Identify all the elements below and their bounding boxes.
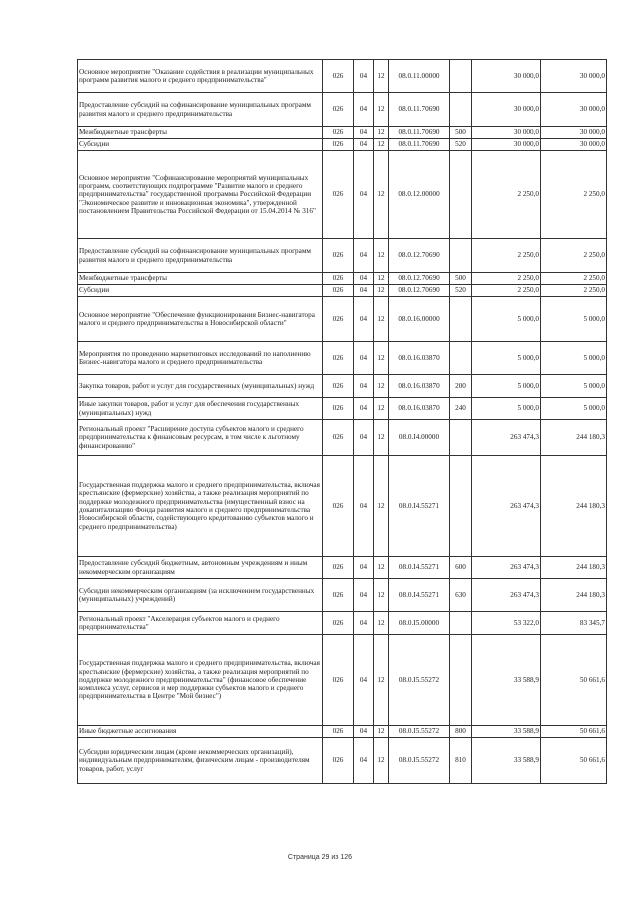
cell-amount-year1: 2 250,0 bbox=[472, 273, 541, 285]
cell-amount-year2: 50 661,6 bbox=[541, 738, 607, 784]
cell-expense-type: 800 bbox=[450, 726, 472, 738]
table-row bbox=[78, 297, 607, 342]
cell-name: Субсидии bbox=[78, 285, 323, 297]
cell-section: 04 bbox=[354, 420, 374, 456]
table-row bbox=[78, 127, 607, 139]
cell-name: Государственная поддержка малого и среднего предпринимательства, включая крестьянские (фермерские) хозяйства, а также реализация мероприятий по поддержке молодежного предпринимательства" (финансовое обеспечение комплекса услуг, сервисов и мер поддержки субъектов малого и среднего предпринимательства в Центре "Мой бизнес") bbox=[78, 635, 323, 726]
cell-amount-year1: 5 000,0 bbox=[472, 375, 541, 398]
cell-amount-year2: 2 250,0 bbox=[541, 239, 607, 273]
cell-section: 04 bbox=[354, 557, 374, 579]
cell-expense-type: 500 bbox=[450, 273, 472, 285]
cell-section: 04 bbox=[354, 93, 374, 127]
cell-amount-year2: 30 000,0 bbox=[541, 127, 607, 139]
cell-amount-year1: 53 322,0 bbox=[472, 612, 541, 635]
cell-name: Иные закупки товаров, работ и услуг для обеспечения государственных (муниципальных) нужд bbox=[78, 398, 323, 420]
cell-amount-year1: 5 000,0 bbox=[472, 342, 541, 375]
cell-admin-code: 026 bbox=[323, 297, 354, 342]
table-row bbox=[78, 342, 607, 375]
cell-subsection: 12 bbox=[374, 273, 389, 285]
cell-amount-year2: 30 000,0 bbox=[541, 60, 607, 93]
cell-admin-code: 026 bbox=[323, 398, 354, 420]
table-row bbox=[78, 420, 607, 456]
cell-target-article: 08.0.16.03870 bbox=[389, 375, 450, 398]
cell-section: 04 bbox=[354, 375, 374, 398]
cell-subsection: 12 bbox=[374, 342, 389, 375]
cell-admin-code: 026 bbox=[323, 557, 354, 579]
table-row bbox=[78, 398, 607, 420]
cell-name: Региональный проект "Расширение доступа субъектов малого и среднего предпринимательства к финансовым ресурсам, в том числе к льготному финансированию" bbox=[78, 420, 323, 456]
cell-subsection: 12 bbox=[374, 127, 389, 139]
cell-expense-type bbox=[450, 635, 472, 726]
cell-admin-code: 026 bbox=[323, 456, 354, 557]
cell-section: 04 bbox=[354, 151, 374, 239]
table-row bbox=[78, 612, 607, 635]
cell-amount-year2: 244 180,3 bbox=[541, 557, 607, 579]
cell-section: 04 bbox=[354, 60, 374, 93]
cell-name: Основное мероприятие "Оказание содействия в реализации муниципальных программ развития малого и среднего предпринимательства" bbox=[78, 60, 323, 93]
cell-admin-code: 026 bbox=[323, 151, 354, 239]
cell-amount-year1: 263 474,3 bbox=[472, 456, 541, 557]
cell-amount-year2: 5 000,0 bbox=[541, 375, 607, 398]
cell-subsection: 12 bbox=[374, 398, 389, 420]
cell-subsection: 12 bbox=[374, 456, 389, 557]
cell-admin-code: 026 bbox=[323, 93, 354, 127]
cell-amount-year2: 244 180,3 bbox=[541, 456, 607, 557]
cell-section: 04 bbox=[354, 738, 374, 784]
cell-amount-year1: 263 474,3 bbox=[472, 557, 541, 579]
cell-amount-year1: 5 000,0 bbox=[472, 297, 541, 342]
cell-subsection: 12 bbox=[374, 151, 389, 239]
table-row bbox=[78, 285, 607, 297]
cell-amount-year2: 30 000,0 bbox=[541, 139, 607, 151]
cell-amount-year1: 263 474,3 bbox=[472, 579, 541, 612]
cell-section: 04 bbox=[354, 726, 374, 738]
cell-target-article: 08.0.11.00000 bbox=[389, 60, 450, 93]
cell-amount-year1: 33 588,9 bbox=[472, 726, 541, 738]
cell-subsection: 12 bbox=[374, 239, 389, 273]
table-row bbox=[78, 635, 607, 726]
cell-name: Региональный проект "Акселерация субъектов малого и среднего предпринимательства" bbox=[78, 612, 323, 635]
cell-target-article: 08.0.I4.55271 bbox=[389, 456, 450, 557]
cell-expense-type: 520 bbox=[450, 139, 472, 151]
cell-admin-code: 026 bbox=[323, 375, 354, 398]
table-row bbox=[78, 93, 607, 127]
cell-expense-type bbox=[450, 342, 472, 375]
cell-section: 04 bbox=[354, 398, 374, 420]
cell-name: Межбюджетные трансферты bbox=[78, 127, 323, 139]
table-body bbox=[78, 60, 607, 784]
cell-amount-year2: 5 000,0 bbox=[541, 342, 607, 375]
table-row bbox=[78, 557, 607, 579]
cell-target-article: 08.0.12.00000 bbox=[389, 151, 450, 239]
cell-section: 04 bbox=[354, 139, 374, 151]
cell-name: Межбюджетные трансферты bbox=[78, 273, 323, 285]
cell-target-article: 08.0.16.03870 bbox=[389, 398, 450, 420]
cell-subsection: 12 bbox=[374, 139, 389, 151]
cell-target-article: 08.0.I4.55271 bbox=[389, 557, 450, 579]
cell-subsection: 12 bbox=[374, 60, 389, 93]
table-row bbox=[78, 456, 607, 557]
cell-subsection: 12 bbox=[374, 579, 389, 612]
cell-expense-type: 630 bbox=[450, 579, 472, 612]
table-row bbox=[78, 726, 607, 738]
budget-table bbox=[77, 59, 607, 784]
cell-name: Основное мероприятие "Обеспечение функционирования Бизнес-навигатора малого и среднего предпринимательства в Новосибирской области" bbox=[78, 297, 323, 342]
cell-expense-type bbox=[450, 239, 472, 273]
cell-subsection: 12 bbox=[374, 726, 389, 738]
cell-name: Субсидии bbox=[78, 139, 323, 151]
cell-subsection: 12 bbox=[374, 612, 389, 635]
cell-section: 04 bbox=[354, 579, 374, 612]
cell-subsection: 12 bbox=[374, 297, 389, 342]
cell-admin-code: 026 bbox=[323, 342, 354, 375]
table-row bbox=[78, 151, 607, 239]
cell-expense-type bbox=[450, 151, 472, 239]
cell-expense-type bbox=[450, 456, 472, 557]
cell-target-article: 08.0.12.70690 bbox=[389, 239, 450, 273]
cell-amount-year1: 30 000,0 bbox=[472, 127, 541, 139]
cell-subsection: 12 bbox=[374, 738, 389, 784]
cell-amount-year2: 244 180,3 bbox=[541, 579, 607, 612]
cell-expense-type bbox=[450, 420, 472, 456]
cell-target-article: 08.0.I4.00000 bbox=[389, 420, 450, 456]
cell-amount-year2: 30 000,0 bbox=[541, 93, 607, 127]
cell-expense-type bbox=[450, 60, 472, 93]
cell-expense-type bbox=[450, 93, 472, 127]
cell-name: Государственная поддержка малого и среднего предпринимательства, включая крестьянские (фермерские) хозяйства, а также реализация мероприятий по поддержке молодежного предпринимательства (имущественный взнос на докапитализацию Фонда развития малого и среднего предпринимательства Новосибирской области, содействующего кредитованию субъектов малого и среднего предпринимательства) bbox=[78, 456, 323, 557]
cell-target-article: 08.0.16.03870 bbox=[389, 342, 450, 375]
cell-expense-type bbox=[450, 297, 472, 342]
cell-subsection: 12 bbox=[374, 93, 389, 127]
cell-expense-type: 200 bbox=[450, 375, 472, 398]
cell-expense-type: 810 bbox=[450, 738, 472, 784]
cell-amount-year1: 30 000,0 bbox=[472, 139, 541, 151]
cell-section: 04 bbox=[354, 273, 374, 285]
cell-amount-year2: 50 661,6 bbox=[541, 635, 607, 726]
cell-expense-type bbox=[450, 612, 472, 635]
cell-subsection: 12 bbox=[374, 635, 389, 726]
cell-section: 04 bbox=[354, 297, 374, 342]
cell-amount-year2: 2 250,0 bbox=[541, 273, 607, 285]
cell-target-article: 08.0.I5.55272 bbox=[389, 635, 450, 726]
cell-section: 04 bbox=[354, 127, 374, 139]
cell-expense-type: 500 bbox=[450, 127, 472, 139]
cell-amount-year1: 263 474,3 bbox=[472, 420, 541, 456]
cell-section: 04 bbox=[354, 342, 374, 375]
cell-subsection: 12 bbox=[374, 420, 389, 456]
cell-admin-code: 026 bbox=[323, 239, 354, 273]
cell-admin-code: 026 bbox=[323, 579, 354, 612]
cell-amount-year1: 2 250,0 bbox=[472, 285, 541, 297]
cell-amount-year1: 2 250,0 bbox=[472, 239, 541, 273]
cell-admin-code: 026 bbox=[323, 635, 354, 726]
table-row bbox=[78, 239, 607, 273]
table-row bbox=[78, 139, 607, 151]
cell-name: Субсидии некоммерческим организациям (за исключением государственных (муниципальных) учреждений) bbox=[78, 579, 323, 612]
cell-name: Субсидии юридическим лицам (кроме некоммерческих организаций), индивидуальным предпринимателям, физическим лицам - производителям товаров, работ, услуг bbox=[78, 738, 323, 784]
cell-name: Основное мероприятие "Софинансирование мероприятий муниципальных программ, соответствующих подпрограмме "Развитие малого и среднего предпринимательства" государственной программы Российской Федерации "Экономическое развитие и инновационная экономика", утвержденной постановлением Правительства Российской Федерации от 15.04.2014 № 316" bbox=[78, 151, 323, 239]
cell-admin-code: 026 bbox=[323, 60, 354, 93]
cell-amount-year1: 30 000,0 bbox=[472, 93, 541, 127]
cell-amount-year1: 2 250,0 bbox=[472, 151, 541, 239]
cell-amount-year2: 2 250,0 bbox=[541, 151, 607, 239]
cell-amount-year2: 83 345,7 bbox=[541, 612, 607, 635]
cell-name: Закупка товаров, работ и услуг для государственных (муниципальных) нужд bbox=[78, 375, 323, 398]
cell-admin-code: 026 bbox=[323, 612, 354, 635]
cell-section: 04 bbox=[354, 285, 374, 297]
cell-name: Мероприятия по проведению маркетинговых исследований по наполнению Бизнес-навигатора малого и среднего предпринимательства bbox=[78, 342, 323, 375]
cell-section: 04 bbox=[354, 456, 374, 557]
table-row bbox=[78, 738, 607, 784]
page-footer: Страница 29 из 126 bbox=[287, 854, 353, 861]
cell-name: Предоставление субсидий бюджетным, автономным учреждениям и иным некоммерческим организациям bbox=[78, 557, 323, 579]
cell-target-article: 08.0.12.70690 bbox=[389, 273, 450, 285]
cell-admin-code: 026 bbox=[323, 273, 354, 285]
cell-subsection: 12 bbox=[374, 557, 389, 579]
cell-admin-code: 026 bbox=[323, 127, 354, 139]
cell-target-article: 08.0.11.70690 bbox=[389, 139, 450, 151]
cell-expense-type: 520 bbox=[450, 285, 472, 297]
cell-amount-year1: 33 588,9 bbox=[472, 738, 541, 784]
table-row bbox=[78, 60, 607, 93]
cell-target-article: 08.0.I5.55272 bbox=[389, 738, 450, 784]
cell-amount-year2: 5 000,0 bbox=[541, 297, 607, 342]
cell-amount-year2: 5 000,0 bbox=[541, 398, 607, 420]
cell-admin-code: 026 bbox=[323, 139, 354, 151]
cell-admin-code: 026 bbox=[323, 738, 354, 784]
cell-target-article: 08.0.I5.00000 bbox=[389, 612, 450, 635]
cell-amount-year1: 30 000,0 bbox=[472, 60, 541, 93]
cell-name: Иные бюджетные ассигнования bbox=[78, 726, 323, 738]
cell-target-article: 08.0.11.70690 bbox=[389, 93, 450, 127]
cell-target-article: 08.0.I5.55272 bbox=[389, 726, 450, 738]
cell-target-article: 08.0.I4.55271 bbox=[389, 579, 450, 612]
cell-amount-year1: 5 000,0 bbox=[472, 398, 541, 420]
cell-expense-type: 240 bbox=[450, 398, 472, 420]
cell-amount-year1: 33 588,9 bbox=[472, 635, 541, 726]
cell-section: 04 bbox=[354, 635, 374, 726]
table-row bbox=[78, 579, 607, 612]
cell-amount-year2: 2 250,0 bbox=[541, 285, 607, 297]
cell-expense-type: 600 bbox=[450, 557, 472, 579]
table-row bbox=[78, 273, 607, 285]
cell-target-article: 08.0.12.70690 bbox=[389, 285, 450, 297]
cell-admin-code: 026 bbox=[323, 726, 354, 738]
cell-name: Предоставление субсидий на софинансирование муниципальных программ развития малого и среднего предпринимательства bbox=[78, 93, 323, 127]
cell-subsection: 12 bbox=[374, 375, 389, 398]
cell-amount-year2: 244 180,3 bbox=[541, 420, 607, 456]
cell-target-article: 08.0.11.70690 bbox=[389, 127, 450, 139]
cell-target-article: 08.0.16.00000 bbox=[389, 297, 450, 342]
cell-admin-code: 026 bbox=[323, 285, 354, 297]
cell-section: 04 bbox=[354, 239, 374, 273]
cell-subsection: 12 bbox=[374, 285, 389, 297]
cell-section: 04 bbox=[354, 612, 374, 635]
cell-name: Предоставление субсидий на софинансирование муниципальных программ развития малого и среднего предпринимательства bbox=[78, 239, 323, 273]
cell-admin-code: 026 bbox=[323, 420, 354, 456]
cell-amount-year2: 50 661,6 bbox=[541, 726, 607, 738]
table-row bbox=[78, 375, 607, 398]
